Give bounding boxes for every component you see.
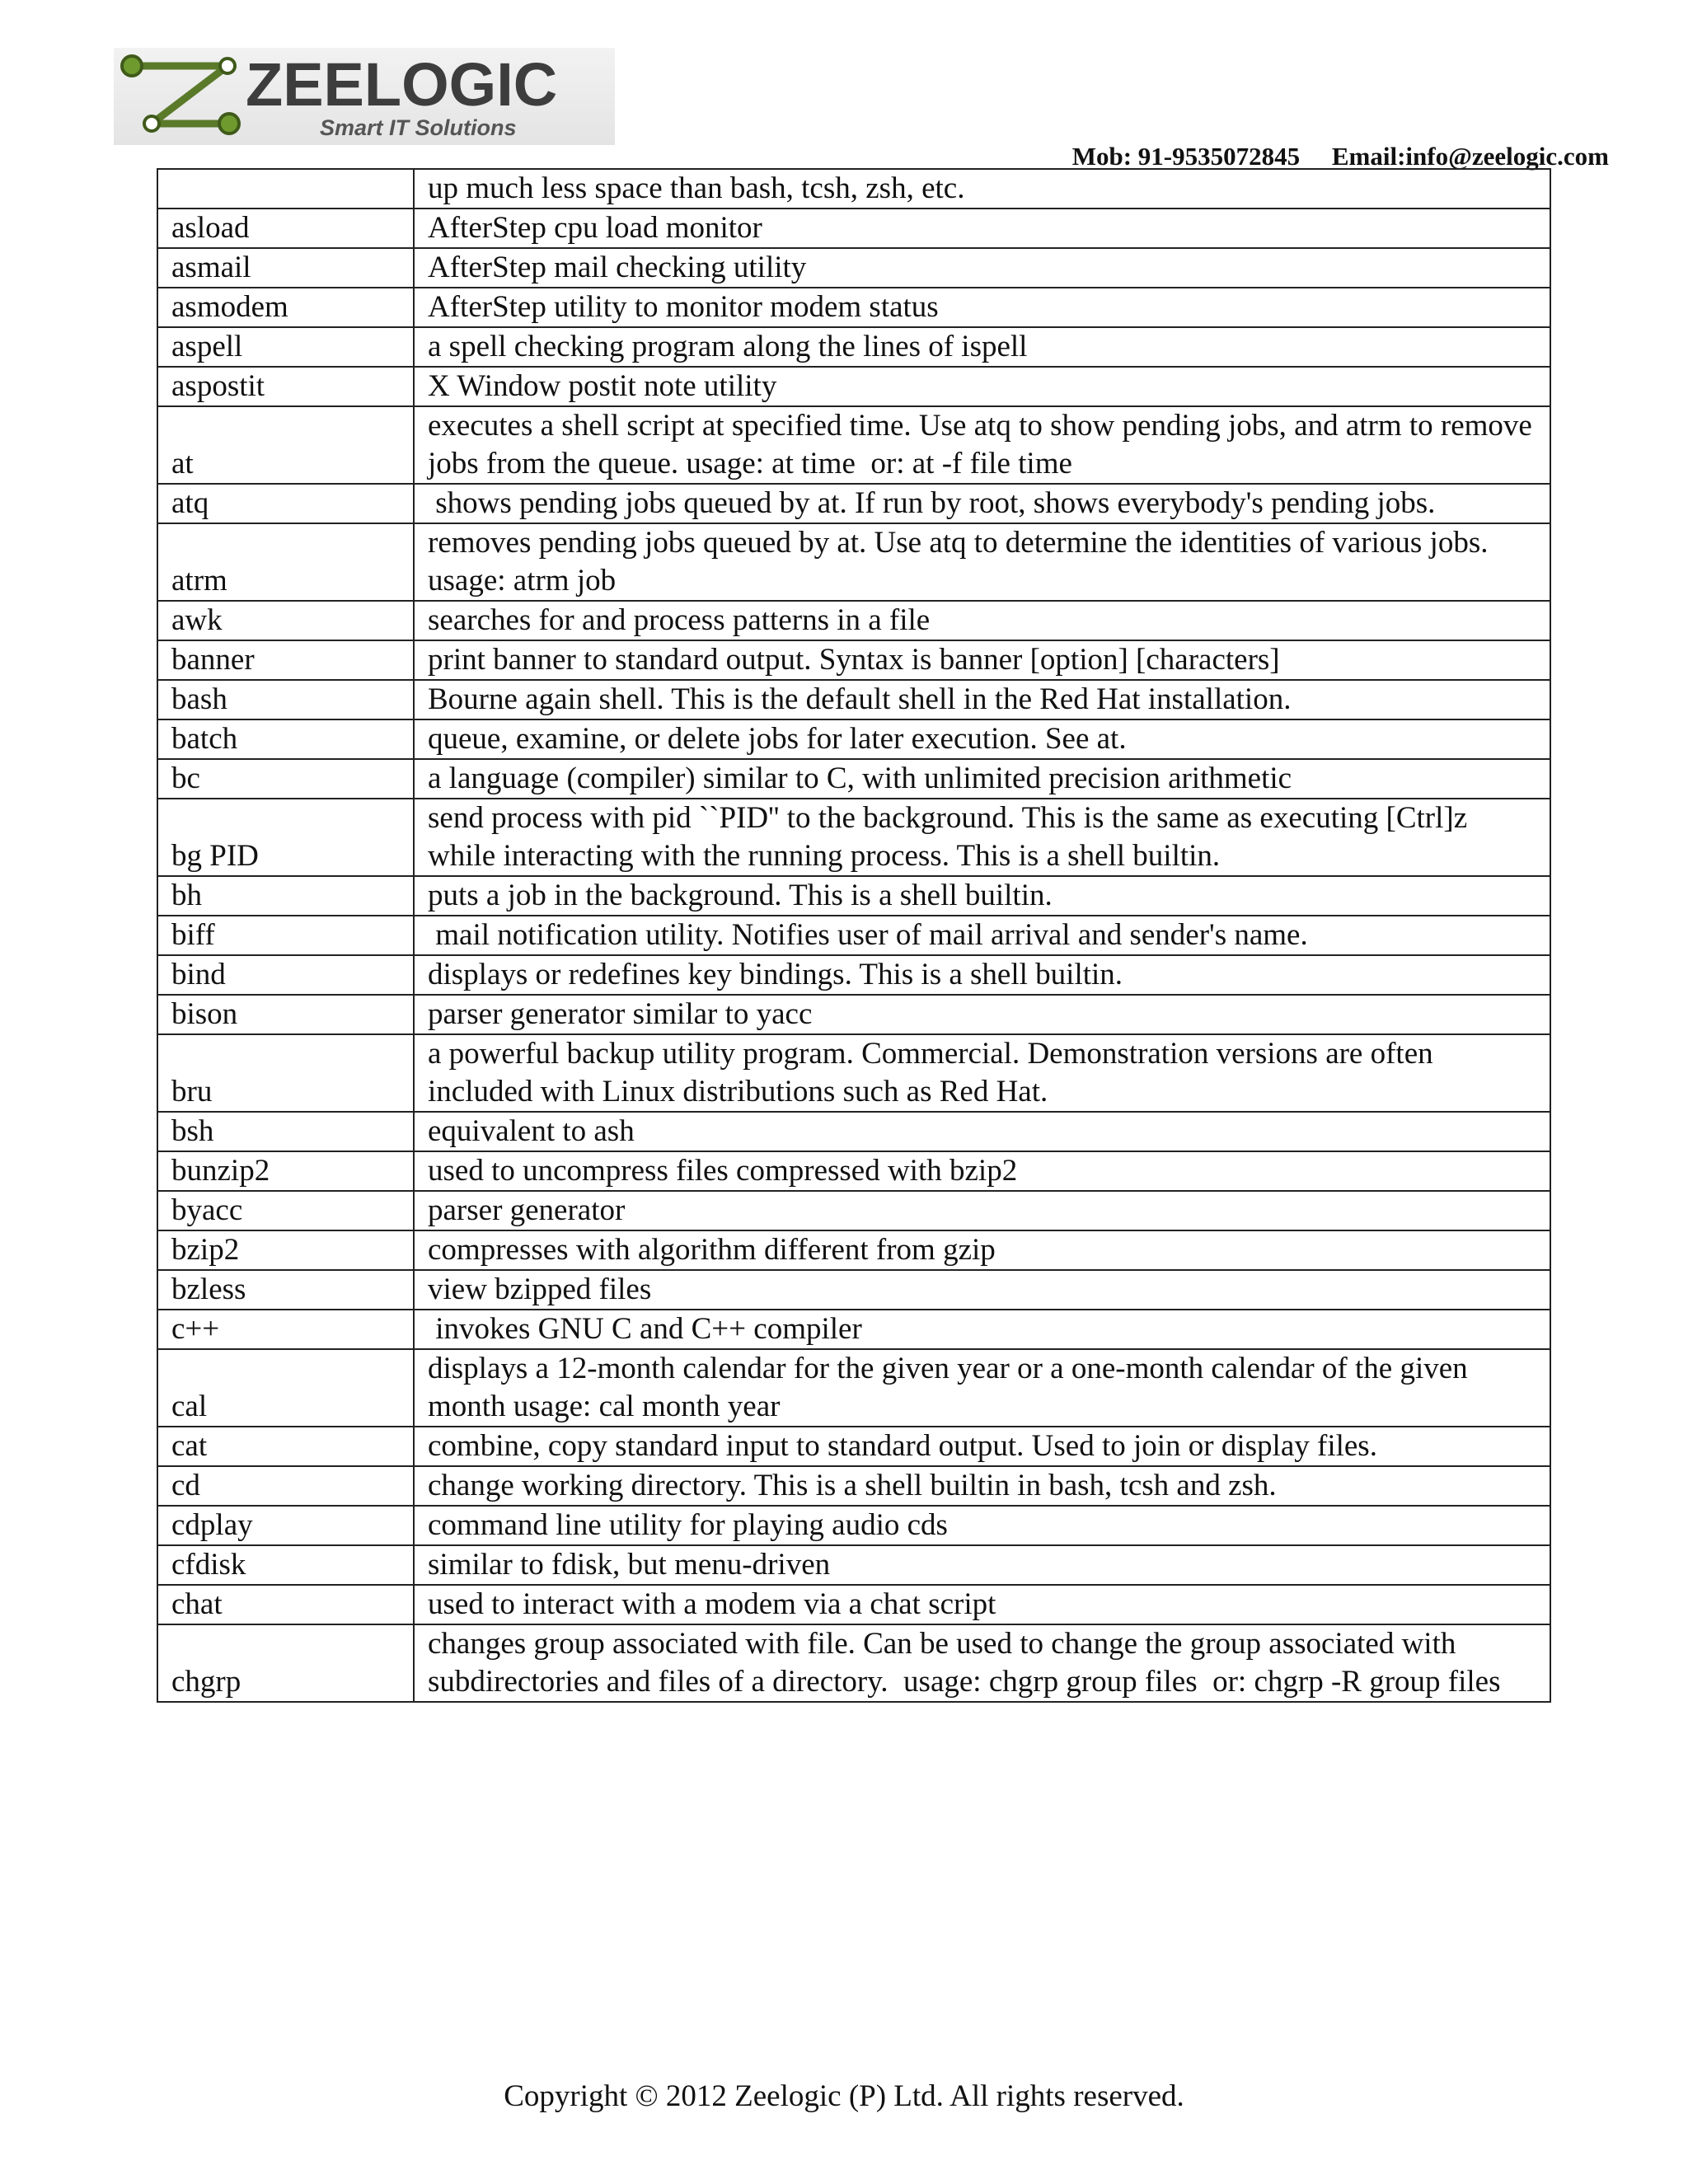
table-row <box>157 1585 1550 1624</box>
command-description: AfterStep cpu load monitor <box>414 209 1550 248</box>
command-name: aspell <box>157 327 414 367</box>
table-row <box>157 1034 1550 1112</box>
command-description: a language (compiler) similar to C, with unlimited precision arithmetic <box>414 759 1550 799</box>
command-name: banner <box>157 640 414 680</box>
command-description: parser generator similar to yacc <box>414 995 1550 1034</box>
command-name: asmail <box>157 248 414 288</box>
command-name: bc <box>157 759 414 799</box>
command-name: at <box>157 406 414 484</box>
logo-mark-icon <box>114 48 615 145</box>
commands-table <box>157 168 1551 1703</box>
table-row <box>157 680 1550 719</box>
table-row <box>157 995 1550 1034</box>
table-row <box>157 759 1550 799</box>
command-description: AfterStep utility to monitor modem status <box>414 288 1550 327</box>
command-description: mail notification utility. Notifies user of mail arrival and sender's name. <box>414 916 1550 955</box>
command-name: awk <box>157 601 414 640</box>
command-description: equivalent to ash <box>414 1112 1550 1151</box>
command-description: changes group associated with file. Can be used to change the group associated with subdirectories and files of a directory. usage: chgrp group files or: chgrp -R group files <box>414 1624 1550 1702</box>
command-name: cdplay <box>157 1506 414 1545</box>
table-row <box>157 288 1550 327</box>
table-row <box>157 1310 1550 1349</box>
email-address: Email:info@zeelogic.com <box>1331 142 1609 171</box>
command-name: bison <box>157 995 414 1034</box>
table-row <box>157 327 1550 367</box>
table-row <box>157 367 1550 406</box>
command-name: atrm <box>157 523 414 601</box>
command-name: atq <box>157 484 414 523</box>
table-row <box>157 955 1550 995</box>
command-name: aspostit <box>157 367 414 406</box>
command-description: print banner to standard output. Syntax is banner [option] [characters] <box>414 640 1550 680</box>
table-row <box>157 1349 1550 1427</box>
table-row <box>157 1151 1550 1191</box>
command-description: invokes GNU C and C++ compiler <box>414 1310 1550 1349</box>
contact-info <box>1072 142 1609 171</box>
command-name: bru <box>157 1034 414 1112</box>
table-row <box>157 1466 1550 1506</box>
table-row <box>157 1427 1550 1466</box>
command-name: asmodem <box>157 288 414 327</box>
command-name: bsh <box>157 1112 414 1151</box>
logo-tagline: Smart IT Solutions <box>320 115 517 140</box>
command-description: a powerful backup utility program. Commercial. Demonstration versions are often included with Linux distributions such as Red Hat. <box>414 1034 1550 1112</box>
table-row <box>157 719 1550 759</box>
command-description: compresses with algorithm different from gzip <box>414 1230 1550 1270</box>
table-row <box>157 406 1550 484</box>
table-row <box>157 209 1550 248</box>
command-description: shows pending jobs queued by at. If run by root, shows everybody's pending jobs. <box>414 484 1550 523</box>
command-name: bh <box>157 876 414 916</box>
command-name: chgrp <box>157 1624 414 1702</box>
table-row <box>157 523 1550 601</box>
command-name: bind <box>157 955 414 995</box>
command-description: puts a job in the background. This is a shell builtin. <box>414 876 1550 916</box>
table-row <box>157 640 1550 680</box>
table-row <box>157 799 1550 876</box>
command-name: bash <box>157 680 414 719</box>
command-name: batch <box>157 719 414 759</box>
command-name: cfdisk <box>157 1545 414 1585</box>
command-description: AfterStep mail checking utility <box>414 248 1550 288</box>
command-description: removes pending jobs queued by at. Use atq to determine the identities of various jobs. usage: atrm job <box>414 523 1550 601</box>
command-description: displays a 12-month calendar for the given year or a one-month calendar of the given month usage: cal month year <box>414 1349 1550 1427</box>
command-name: c++ <box>157 1310 414 1349</box>
command-description: queue, examine, or delete jobs for later execution. See at. <box>414 719 1550 759</box>
command-name: biff <box>157 916 414 955</box>
table-row <box>157 1270 1550 1310</box>
table-row <box>157 916 1550 955</box>
command-description: similar to fdisk, but menu-driven <box>414 1545 1550 1585</box>
command-name: byacc <box>157 1191 414 1230</box>
command-name: asload <box>157 209 414 248</box>
command-description: used to uncompress files compressed with bzip2 <box>414 1151 1550 1191</box>
command-description: view bzipped files <box>414 1270 1550 1310</box>
table-row <box>157 876 1550 916</box>
command-description: searches for and process patterns in a file <box>414 601 1550 640</box>
command-description: send process with pid ``PID'' to the background. This is the same as executing [Ctrl]z while interacting with the running process. This is a shell builtin. <box>414 799 1550 876</box>
command-name: cal <box>157 1349 414 1427</box>
command-description: parser generator <box>414 1191 1550 1230</box>
command-name: chat <box>157 1585 414 1624</box>
logo-text: ZEELOGIC <box>246 50 558 119</box>
command-description: change working directory. This is a shell builtin in bash, tcsh and zsh. <box>414 1466 1550 1506</box>
table-row <box>157 484 1550 523</box>
mobile-number: Mob: 91-9535072845 <box>1071 142 1301 171</box>
table-row <box>157 1230 1550 1270</box>
command-name: cat <box>157 1427 414 1466</box>
table-row <box>157 1112 1550 1151</box>
table-row <box>157 1545 1550 1585</box>
table-row <box>157 601 1550 640</box>
command-name: cd <box>157 1466 414 1506</box>
command-name <box>157 169 414 209</box>
command-name: bzip2 <box>157 1230 414 1270</box>
command-description: executes a shell script at specified time. Use atq to show pending jobs, and atrm to remove jobs from the queue. usage: at time or: at -f file time <box>414 406 1550 484</box>
command-description: command line utility for playing audio cds <box>414 1506 1550 1545</box>
command-name: bzless <box>157 1270 414 1310</box>
commands-table-body <box>157 169 1550 1702</box>
command-description: Bourne again shell. This is the default shell in the Red Hat installation. <box>414 680 1550 719</box>
command-description: combine, copy standard input to standard output. Used to join or display files. <box>414 1427 1550 1466</box>
command-description: up much less space than bash, tcsh, zsh, etc. <box>414 169 1550 209</box>
command-name: bg PID <box>157 799 414 876</box>
table-row <box>157 1191 1550 1230</box>
table-row <box>157 1624 1550 1702</box>
command-description: displays or redefines key bindings. This is a shell builtin. <box>414 955 1550 995</box>
zeelogic-logo <box>114 48 615 145</box>
table-row <box>157 169 1550 209</box>
command-name: bunzip2 <box>157 1151 414 1191</box>
copyright-footer: Copyright © 2012 Zeelogic (P) Ltd. All rights reserved. <box>504 2079 1184 2113</box>
table-row <box>157 1506 1550 1545</box>
table-row <box>157 248 1550 288</box>
command-description: used to interact with a modem via a chat script <box>414 1585 1550 1624</box>
command-description: X Window postit note utility <box>414 367 1550 406</box>
command-description: a spell checking program along the lines of ispell <box>414 327 1550 367</box>
